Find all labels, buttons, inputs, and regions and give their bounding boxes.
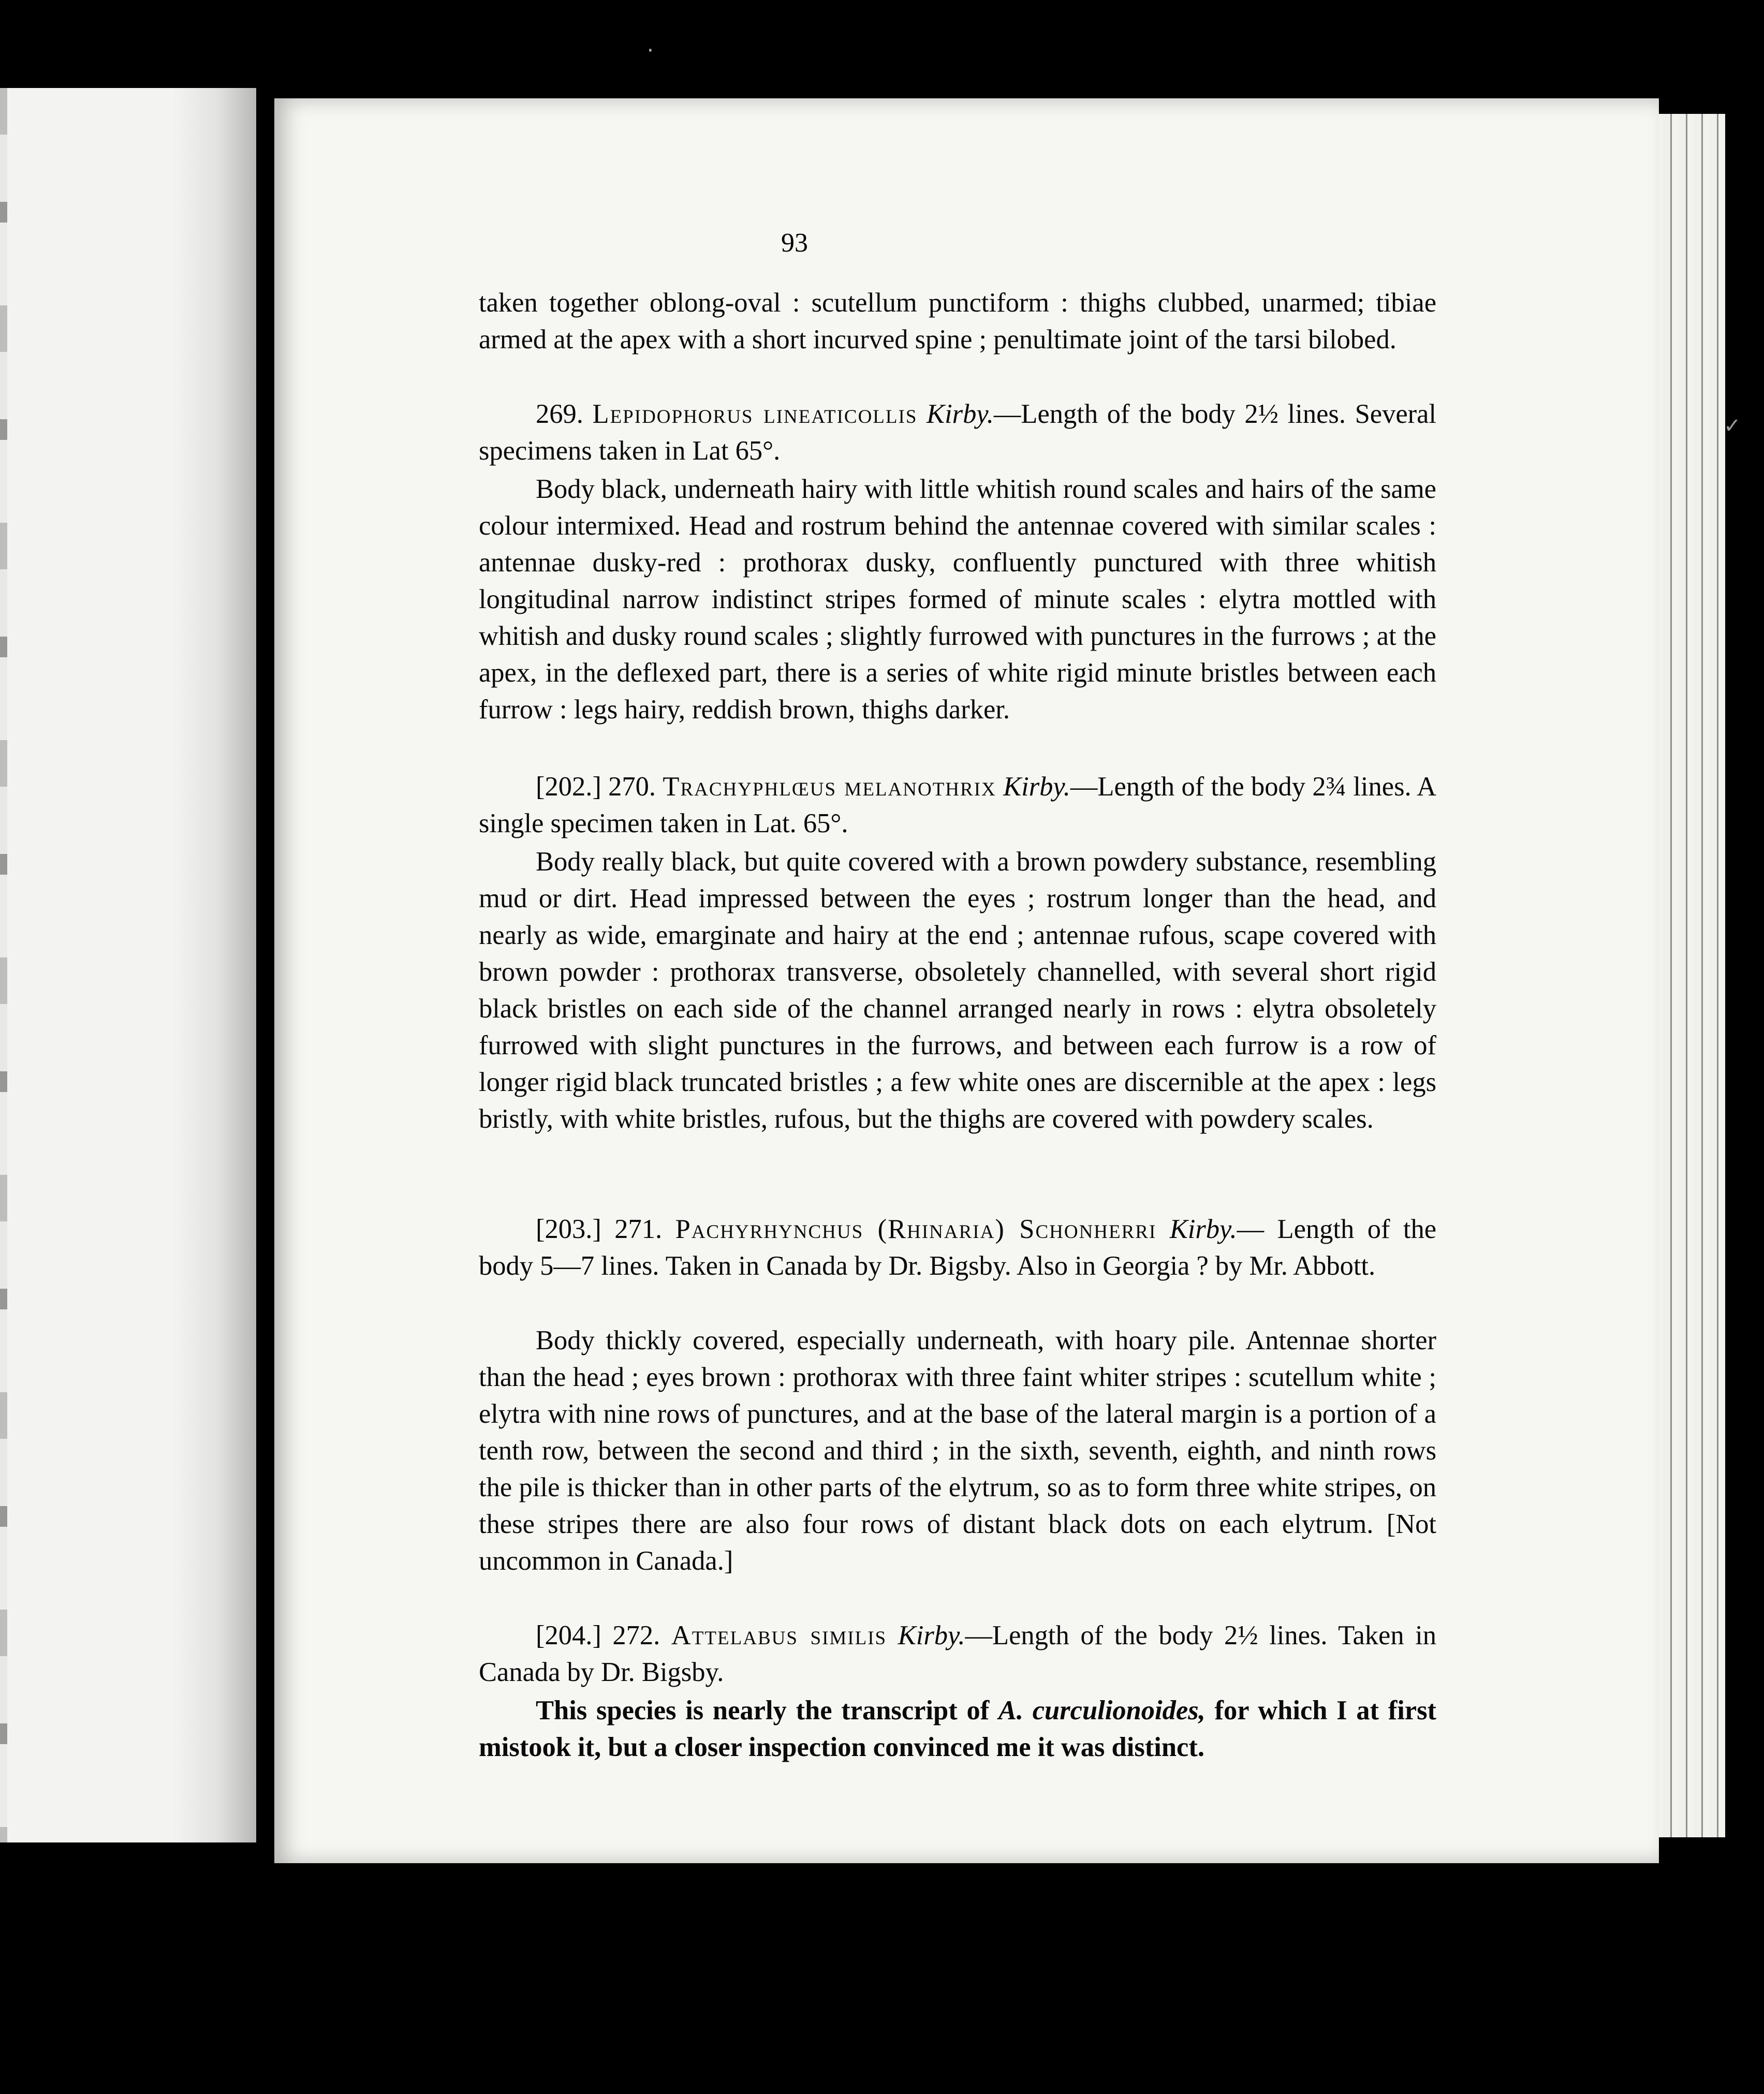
- book-page: [274, 98, 1659, 1863]
- entry-number: 269.: [536, 399, 583, 429]
- description-270: Body really black, but quite covered with a brown powdery substance, resembling mud or dirt. Head impressed between the eyes ; rostrum longer than the head, and nearly as wide, emarginate and hairy at the end ; antennae rufous, scape covered with brown powder : prothorax transverse, obsoletely channelled, with several short rigid black bristles on each side of the channel arranged nearly in rows : elytra obsoletely furrowed with slight punctures in the furrows, and between each furrow is a row of longer rigid black truncated bristles ; a few white ones are discernible at the apex : legs bristly, with white bristles, rufous, but the thighs are covered with powdery scales.: [479, 847, 1436, 1134]
- entry-number: [204.] 272.: [536, 1620, 660, 1650]
- entry-description: —Length of the body 2½ lines. Taken in Canada by Dr. Bigsby.: [479, 1620, 1437, 1687]
- entry-number: [203.] 271.: [536, 1214, 663, 1244]
- page-number: 93: [781, 228, 808, 258]
- description-271: Body thickly covered, especially underneath, with hoary pile. Antennae shorter than the head ; eyes brown : prothorax with three faint whiter stripes : scutellum white ; elytra with nine rows of punctures, and at the base of the lateral margin is a portion of a tenth row, between the second and third ; in the sixth, seventh, eighth, and ninth rows the pile is thicker than in other parts of the elytrum, so as to form three white stripes, on these stripes there are also four rows of distant black dots on each elytrum. [Not uncommon in Canada.]: [479, 1325, 1436, 1576]
- species-author: Kirby.: [927, 399, 994, 429]
- entry-description: — Length of the body 5—7 lines. Taken in Canada by Dr. Bigsby. Also in Georgia ? by Mr. Abbott.: [479, 1214, 1437, 1281]
- entry-270: [479, 769, 1436, 842]
- species-name: Pachyrhynchus (Rhinaria) Schonherri: [675, 1214, 1157, 1244]
- left-page-edge: [0, 88, 7, 1842]
- entry-269: [479, 396, 1436, 469]
- entry-272: [479, 1617, 1436, 1691]
- entry-271: [479, 1211, 1436, 1285]
- species-author: Kirby.: [898, 1620, 965, 1650]
- species-author: Kirby.: [1169, 1214, 1237, 1244]
- book-gutter-shadow: [171, 88, 256, 1842]
- species-name: Lepidophorus lineaticollis: [592, 399, 918, 429]
- paragraph-continuation: taken together oblong-oval : scutellum punctiform : thighs clubbed, unarmed; tibiae armed at the apex with a short incurved spine ; penultimate joint of the tarsi bilobed.: [479, 288, 1436, 355]
- entry-description: —Length of the body 2½ lines. Several specimens taken in Lat 65°.: [479, 399, 1437, 466]
- scan-speck: ✓: [1724, 414, 1741, 438]
- species-name: Attelabus similis: [671, 1620, 887, 1650]
- remark-text-end: for which I at first mistook it, but a closer inspection convinced me it was distinct.: [479, 1695, 1437, 1762]
- description-269: Body black, underneath hairy with little whitish round scales and hairs of the same colour intermixed. Head and rostrum behind the antennae covered with similar scales : antennae dusky-red : prothorax dusky, confluently punctured with three whitish longitudinal narrow indistinct stripes formed of minute scales : elytra mottled with whitish and dusky round scales ; slightly furrowed with punctures in the furrows ; at the apex, in the deflexed part, there is a series of white rigid minute bristles between each furrow : legs hairy, reddish brown, thighs darker.: [479, 474, 1436, 725]
- remark-272: [479, 1692, 1436, 1766]
- remark-text-start: This species is nearly the transcript of: [536, 1695, 990, 1726]
- species-reference: A. curculionoides,: [998, 1695, 1206, 1726]
- scan-speck: ·: [647, 39, 654, 63]
- entry-description: —Length of the body 2¾ lines. A single specimen taken in Lat. 65°.: [479, 772, 1436, 838]
- entry-number: [202.] 270.: [536, 772, 656, 802]
- species-author: Kirby.: [1003, 772, 1070, 802]
- species-name: Trachyphlœus melanothrix: [663, 772, 996, 802]
